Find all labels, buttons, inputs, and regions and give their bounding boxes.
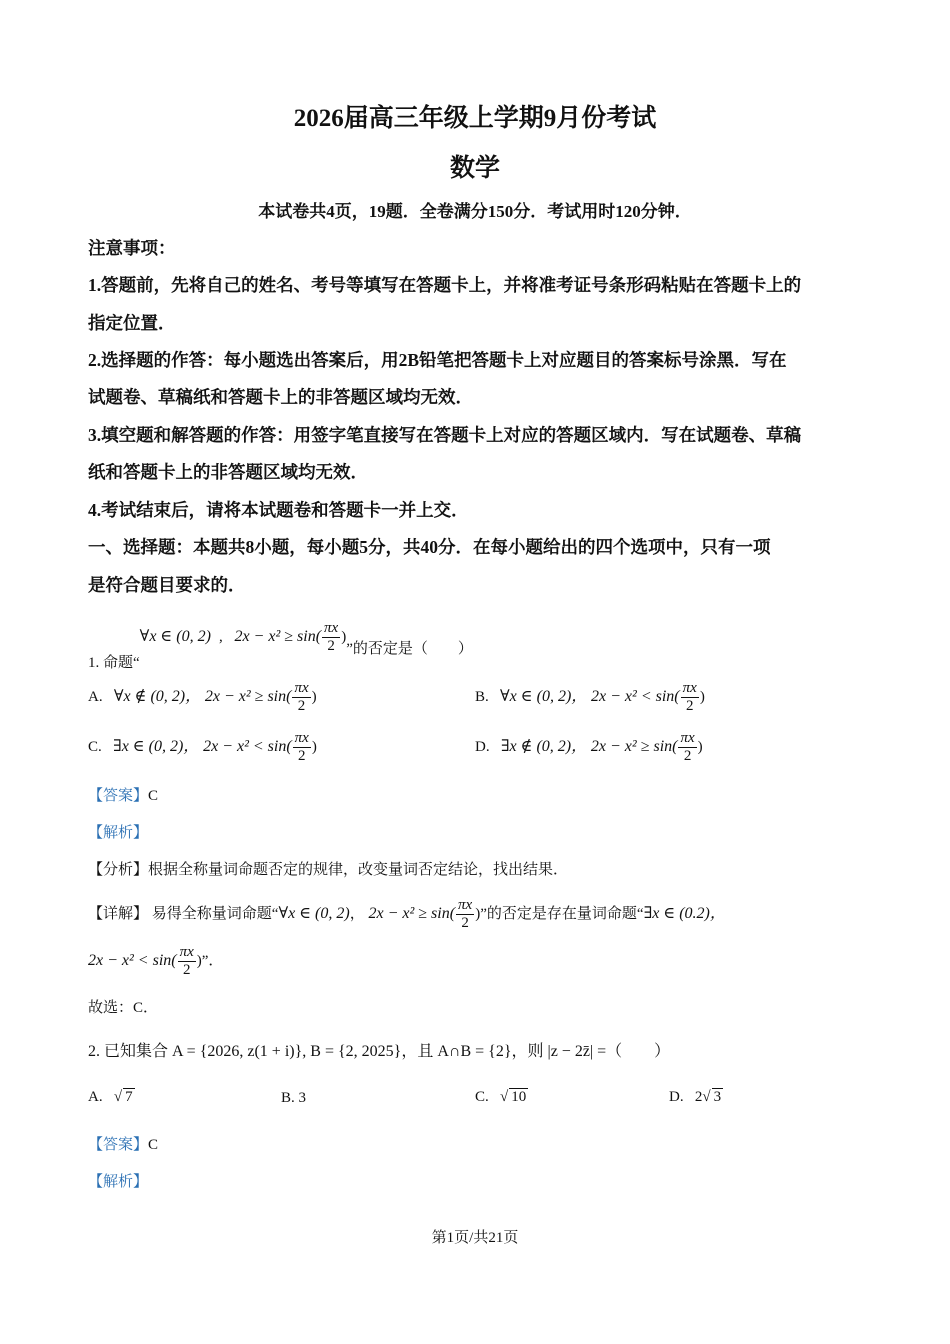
section1-line2: 是符合题目要求的． <box>88 575 246 595</box>
q1-option-a: A. ∀x ∉ (0, 2)， 2x − x² ≥ sin( $\frac{\pi x}{2}$ ) <box>88 680 317 714</box>
q1-analysis-heading <box>88 821 148 842</box>
page-footer: 第1页/共21页 <box>431 1230 519 1246</box>
q2-option-c: C. √ 10 <box>475 1089 527 1105</box>
q1-option-b-ineq: 2x − x² < sin( <box>591 687 680 705</box>
frac-den: 2 <box>683 748 692 764</box>
frac-num: πx <box>458 897 473 913</box>
q1-option-b-frac <box>681 680 699 715</box>
detail-end: )”． <box>196 952 224 969</box>
q1-option-b: B. ∀x ∈ (0, 2)， 2x − x² < sin( $\frac{\pi x}{2}$ ) <box>475 680 705 714</box>
q2-option-b: B. 3 <box>281 1090 307 1106</box>
notes-heading: 注意事项： <box>88 238 176 258</box>
frac-den: 2 <box>298 748 306 764</box>
detail-exists: ∃x ∈ (0.2)， <box>643 904 726 922</box>
exam-info: 本试卷共4页，19题．全卷满分150分．考试用时120分钟． <box>258 202 692 221</box>
q2-option-a-label: A. <box>88 1089 103 1105</box>
q1-suffix: ”的否定是（ ） <box>346 640 473 657</box>
q2-option-c-value: 10 <box>511 1089 527 1105</box>
q1-detail-line2 <box>88 944 223 979</box>
q1-frac-den: 2 <box>327 638 335 654</box>
q1-option-d-quantifier: ∃x ∉ (0, 2)， <box>500 737 588 755</box>
frac-num: πx <box>179 944 194 960</box>
q1-conclusion: 故选：C． <box>88 1000 159 1016</box>
frac-den: 2 <box>182 962 191 978</box>
detail-text-b: ”的否定是存在量词命题“ <box>480 905 644 922</box>
q2-option-c-label: C. <box>475 1089 489 1105</box>
q1-prefix: 1. 命题“ <box>88 654 140 671</box>
frac-num: πx <box>682 680 697 696</box>
detail-negated-frac <box>178 944 196 979</box>
q2-option-d-label: D. <box>669 1089 684 1105</box>
q2-option-d-coef: 2 <box>694 1089 703 1105</box>
q2-option-a-value: 7 <box>125 1089 133 1105</box>
section1-line1: 一、选择题：本题共8小题，每小题5分，共40分．在每小题给出的四个选项中，只有一项 <box>88 537 771 557</box>
fenxi-text: 根据全称量词命题否定的规律，改变量词否定结论，找出结果． <box>148 862 569 878</box>
frac-num: πx <box>294 680 309 696</box>
q1-option-c: C. ∃x ∈ (0, 2)， 2x − x² < sin( $\frac{\pi x}{2}$ ) <box>88 730 317 764</box>
detail-text-a: 易得全称量词命题“ <box>151 905 279 922</box>
q1-detail: 【详解】 易得全称量词命题“∀x ∈ (0, 2)， 2x − x² ≥ sin( $\frac{\pi x}{2}$ )”的否定是存在量词命题“∃x ∈ (0.2)， <box>88 897 726 931</box>
q2-analysis-heading <box>88 1170 148 1191</box>
frac-den: 2 <box>461 915 469 931</box>
frac-num: πx <box>680 730 695 746</box>
q1-option-a-quantifier: ∀x ∉ (0, 2)， <box>113 687 202 705</box>
q1-option-d-frac <box>678 730 696 765</box>
answer-tag: 【答案】 <box>88 1137 149 1153</box>
q1-option-c-quantifier: ∃x ∈ (0, 2)， <box>113 737 200 755</box>
q1-option-c-label: C. <box>88 738 102 755</box>
q1-option-d-label: D. <box>475 738 490 755</box>
q1-fenxi <box>88 858 568 879</box>
q1-option-a-frac <box>292 680 310 715</box>
q1-ineq: 2x − x² ≥ sin( <box>234 627 322 645</box>
q1-answer <box>88 784 158 805</box>
q1-answer-value: C <box>148 788 159 804</box>
q1-option-b-label: B. <box>475 688 489 705</box>
q2-answer-value: C <box>148 1137 159 1153</box>
analysis-tag: 【解析】 <box>88 1174 149 1190</box>
detail-negated-ineq: 2x − x² < sin( <box>88 951 177 969</box>
frac-num: πx <box>294 730 309 746</box>
frac-den: 2 <box>685 698 694 714</box>
q1-stem: 1. 命题“∀x ∈ (0, 2) , 2x − x² ≥ sin( $\frac{\pi x}{2}$ )”的否定是（ ） <box>88 620 473 671</box>
q2-option-d-value: 3 <box>713 1089 722 1105</box>
q1-option-c-frac <box>293 730 311 765</box>
q1-option-b-quantifier: ∀x ∈ (0, 2)， <box>500 687 588 705</box>
note-2b: 试题卷、草稿纸和答题卡上的非答题区域均无效． <box>88 387 473 407</box>
q1-frac <box>322 620 340 655</box>
q2-option-d: D. 2√ 3 <box>669 1089 722 1105</box>
detail-forall: ∀x ∈ (0, 2) <box>278 904 350 922</box>
note-3a: 3.填空题和解答题的作答：用签字笔直接写在答题卡上对应的答题区域内．写在试题卷、草稿 <box>88 425 802 445</box>
page-title: 2026届高三年级上学期9月份考试 <box>293 105 657 132</box>
q2-answer <box>88 1133 158 1154</box>
detail-tag: 【详解】 <box>88 905 149 922</box>
q2-stem: 2. 已知集合 A = {2026, z(1 + i)}, B = {2, 2025}，且 A∩B = {2}，则 |z − 2z̄| =（ ） <box>88 1043 671 1060</box>
subject-title: 数学 <box>449 155 500 182</box>
note-2a: 2.选择题的作答：每小题选出答案后，用2B铅笔把答题卡上对应题目的答案标号涂黑．写在 <box>88 350 787 370</box>
analysis-tag: 【解析】 <box>88 825 149 841</box>
q1-forall: ∀x ∈ (0, 2) <box>139 627 211 645</box>
q1-option-d: D. ∃x ∉ (0, 2)， 2x − x² ≥ sin( $\frac{\pi x}{2}$ ) <box>475 730 703 764</box>
note-3b: 纸和答题卡上的非答题区域均无效． <box>88 462 368 482</box>
fenxi-tag: 【分析】 <box>88 862 149 878</box>
frac-den: 2 <box>297 698 306 714</box>
note-1a: 1.答题前，先将自己的姓名、考号等填写在答题卡上，并将准考证号条形码粘贴在答题卡上的 <box>88 275 802 295</box>
q1-option-c-ineq: 2x − x² < sin( <box>203 737 292 755</box>
note-4: 4.考试结束后，请将本试题卷和答题卡一并上交． <box>88 500 469 520</box>
note-1b: 指定位置． <box>88 313 176 333</box>
q2-option-a: A. √ 7 <box>88 1089 133 1105</box>
q1-option-d-ineq: 2x − x² ≥ sin( <box>590 737 678 755</box>
q1-option-a-label: A. <box>88 688 103 705</box>
q1-frac-num: πx <box>324 620 339 636</box>
answer-tag: 【答案】 <box>88 788 149 804</box>
detail-ineq: 2x − x² ≥ sin( <box>368 904 456 922</box>
q1-option-a-ineq: 2x − x² ≥ sin( <box>204 687 292 705</box>
detail-frac <box>456 897 474 932</box>
